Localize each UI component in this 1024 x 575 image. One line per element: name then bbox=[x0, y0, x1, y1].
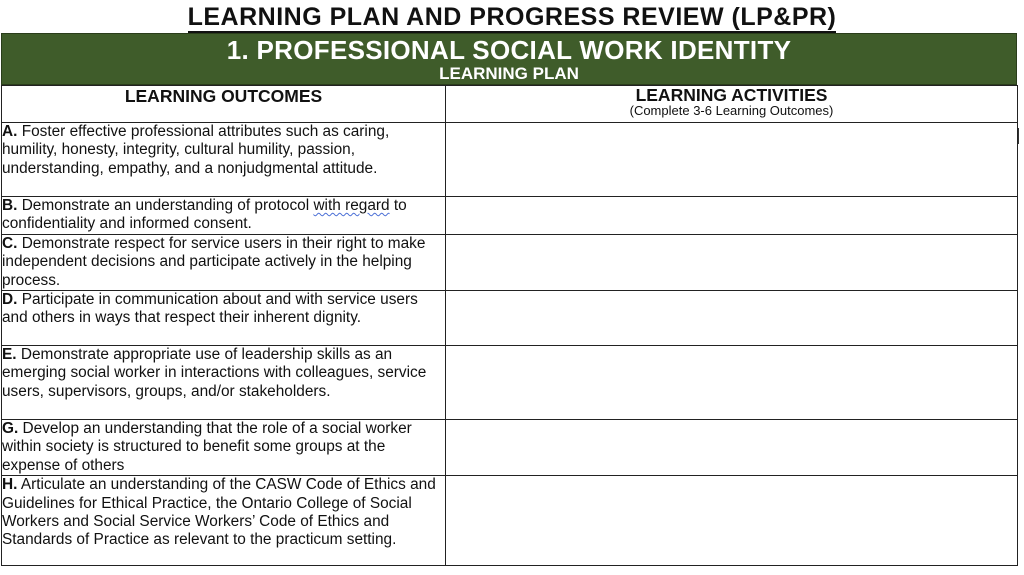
activity-cell-d[interactable] bbox=[446, 291, 1018, 346]
section-subtitle: LEARNING PLAN bbox=[439, 64, 579, 83]
outcome-text-end: to confidentiality and informed consent. bbox=[2, 197, 407, 233]
outcome-cell-g bbox=[2, 420, 446, 476]
outcome-cell-e bbox=[2, 346, 446, 420]
outcome-text: Foster effective professional attributes such as caring, humility, honesty, integrity, cultural humility, passion, understanding, empathy, and a nonjudgmental attitude. bbox=[2, 123, 390, 177]
outcome-letter: H. bbox=[2, 476, 18, 494]
outcome-text: Demonstrate respect for service users in their right to make independent decisions and participate actively in the helping process. bbox=[2, 234, 426, 289]
outcome-cell-c bbox=[2, 234, 446, 290]
outcome-letter: B. bbox=[2, 197, 18, 214]
activity-cell-h[interactable] bbox=[446, 476, 1018, 566]
table-row bbox=[2, 420, 1018, 476]
activities-column-header bbox=[446, 86, 1018, 123]
learning-plan-table bbox=[1, 85, 1018, 566]
activity-cell-a[interactable] bbox=[446, 123, 1018, 197]
table-header-row bbox=[2, 86, 1018, 123]
activity-cell-g[interactable] bbox=[446, 420, 1018, 476]
table-row bbox=[2, 346, 1018, 420]
outcome-cell-b bbox=[2, 197, 446, 235]
outcome-text: Demonstrate appropriate use of leadership skills as an emerging social worker in interactions with colleagues, service users, supervisors, groups, and/or stakeholders. bbox=[2, 346, 427, 400]
activity-cell-e[interactable] bbox=[446, 346, 1018, 420]
outcomes-column-header: LEARNING OUTCOMES bbox=[2, 86, 446, 123]
table-row bbox=[2, 197, 1018, 235]
table-row bbox=[2, 123, 1018, 197]
spellcheck-flagged-text[interactable]: with regard bbox=[313, 197, 390, 214]
table-row bbox=[2, 476, 1018, 566]
section-title: 1. PROFESSIONAL SOCIAL WORK IDENTITY bbox=[226, 35, 792, 65]
table-row bbox=[2, 291, 1018, 346]
outcome-letter: A. bbox=[2, 123, 18, 140]
activities-header-label: LEARNING ACTIVITIES bbox=[635, 85, 828, 105]
outcome-text: Articulate an understanding of the CASW Code of Ethics and Guidelines for Ethical Practice, the Ontario College of Social Workers and Social Service Workers’ Code of Ethics and Standards of Practice as relevant to the practicum setting. bbox=[2, 476, 436, 549]
activity-cell-c[interactable] bbox=[446, 234, 1018, 290]
outcome-cell-h bbox=[2, 476, 446, 566]
outcome-text: Develop an understanding that the role of a social worker within society is structured to benefit some groups at the expense of others bbox=[2, 420, 412, 474]
table-row bbox=[2, 234, 1018, 290]
outcome-letter: C. bbox=[2, 234, 18, 252]
outcome-cell-a bbox=[2, 123, 446, 197]
outcome-text: Participate in communication about and with service users and others in ways that respect their inherent dignity. bbox=[2, 291, 418, 327]
outcome-letter: D. bbox=[2, 291, 18, 309]
activities-header-note: (Complete 3-6 Learning Outcomes) bbox=[629, 103, 834, 118]
text-cursor bbox=[1018, 128, 1019, 144]
outcome-text: Demonstrate an understanding of protocol bbox=[21, 197, 314, 214]
outcome-letter: E. bbox=[2, 346, 17, 364]
outcome-letter: G. bbox=[2, 420, 19, 438]
document-title-text: LEARNING PLAN AND PROGRESS REVIEW (LP&PR) bbox=[187, 3, 837, 31]
outcome-cell-d bbox=[2, 291, 446, 346]
document-title bbox=[0, 2, 1024, 32]
activity-cell-b[interactable] bbox=[446, 197, 1018, 235]
section-header bbox=[1, 33, 1017, 85]
